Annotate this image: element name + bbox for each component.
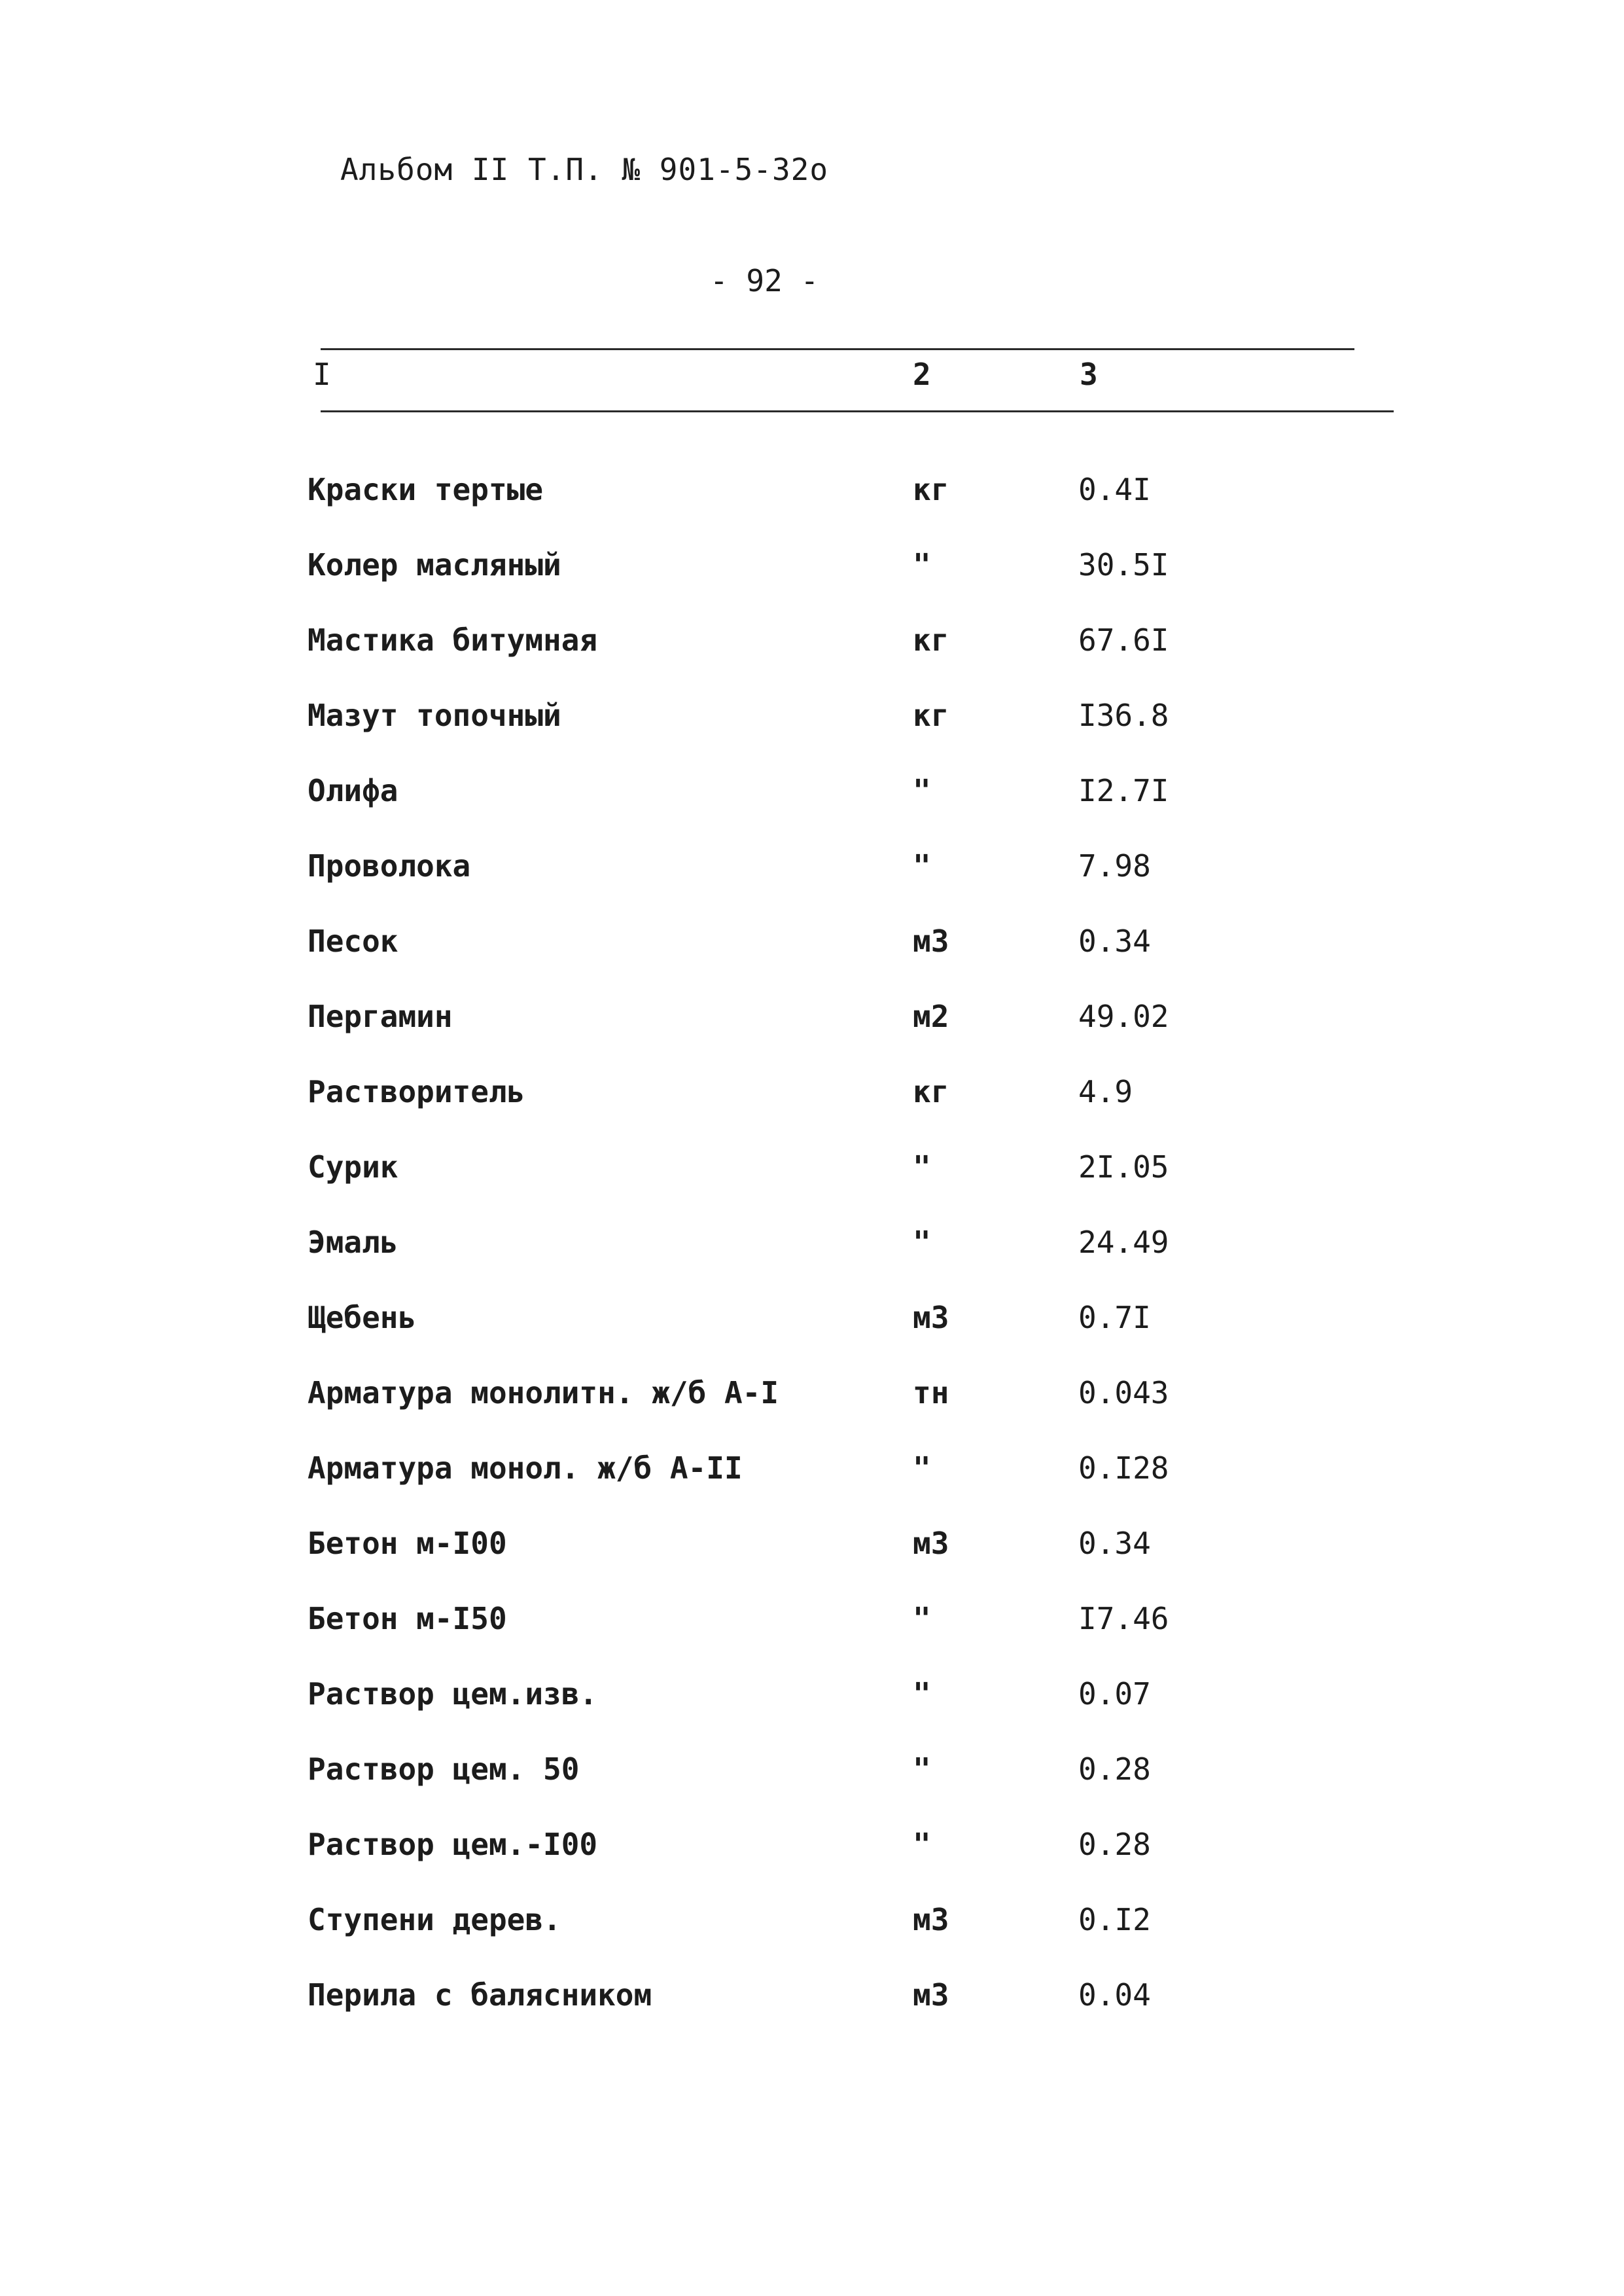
material-name: Раствор цем.-I00 xyxy=(308,1827,598,1862)
material-name: Колер масляный xyxy=(308,547,561,583)
table-row xyxy=(0,923,1624,995)
material-unit: " xyxy=(913,1601,931,1636)
table-row xyxy=(0,1149,1624,1221)
material-name: Эмаль xyxy=(308,1225,398,1260)
material-quantity: I36.8 xyxy=(1078,698,1169,733)
material-quantity: 0.28 xyxy=(1078,1751,1151,1787)
material-unit: м3 xyxy=(913,1902,949,1937)
material-quantity: 0.043 xyxy=(1078,1375,1169,1410)
table-row xyxy=(0,1224,1624,1296)
material-unit: кг xyxy=(913,698,949,733)
table-row xyxy=(0,471,1624,543)
page-number: - 92 - xyxy=(710,263,819,298)
material-unit: м3 xyxy=(913,1300,949,1335)
material-unit: " xyxy=(913,773,931,808)
material-quantity: 4.9 xyxy=(1078,1074,1133,1109)
table-row xyxy=(0,1525,1624,1597)
material-name: Проволока xyxy=(308,848,471,884)
material-quantity: 7.98 xyxy=(1078,848,1151,884)
material-quantity: 49.02 xyxy=(1078,999,1169,1034)
material-quantity: 67.6I xyxy=(1078,622,1169,658)
table-row xyxy=(0,1299,1624,1371)
material-name: Олифа xyxy=(308,773,398,808)
material-name: Растворитель xyxy=(308,1074,525,1109)
material-quantity: 0.07 xyxy=(1078,1676,1151,1712)
material-unit: м2 xyxy=(913,999,949,1034)
material-unit: " xyxy=(913,848,931,884)
material-name: Раствор цем. 50 xyxy=(308,1751,580,1787)
material-unit: " xyxy=(913,1149,931,1185)
album-header: Альбом II Т.П. № 901-5-32о xyxy=(340,152,829,187)
table-header-rule xyxy=(321,410,1394,412)
material-quantity: 0.I2 xyxy=(1078,1902,1151,1937)
table-row xyxy=(0,622,1624,694)
material-unit: кг xyxy=(913,1074,949,1109)
table-row xyxy=(0,998,1624,1070)
table-row xyxy=(0,1073,1624,1145)
table-row xyxy=(0,1826,1624,1898)
material-name: Щебень xyxy=(308,1300,417,1335)
material-name: Сурик xyxy=(308,1149,398,1185)
material-quantity: 2I.05 xyxy=(1078,1149,1169,1185)
material-unit: м3 xyxy=(913,924,949,959)
material-quantity: 24.49 xyxy=(1078,1225,1169,1260)
material-quantity: 0.34 xyxy=(1078,924,1151,959)
table-row xyxy=(0,1751,1624,1823)
material-name: Ступени дерев. xyxy=(308,1902,561,1937)
material-unit: тн xyxy=(913,1375,949,1410)
material-unit: " xyxy=(913,1450,931,1486)
column-header-1: I xyxy=(313,357,331,392)
material-unit: м3 xyxy=(913,1526,949,1561)
material-quantity: 0.7I xyxy=(1078,1300,1151,1335)
material-quantity: 30.5I xyxy=(1078,547,1169,583)
material-quantity: I7.46 xyxy=(1078,1601,1169,1636)
table-row xyxy=(0,697,1624,769)
table-row xyxy=(0,1374,1624,1446)
material-name: Бетон м-I00 xyxy=(308,1526,507,1561)
column-header-2: 2 xyxy=(913,357,931,392)
material-name: Бетон м-I50 xyxy=(308,1601,507,1636)
material-quantity: 0.28 xyxy=(1078,1827,1151,1862)
material-unit: кг xyxy=(913,472,949,507)
material-quantity: I2.7I xyxy=(1078,773,1169,808)
column-header-3: 3 xyxy=(1080,357,1098,392)
material-name: Песок xyxy=(308,924,398,959)
table-row xyxy=(0,1901,1624,1973)
material-name: Мастика битумная xyxy=(308,622,598,658)
material-quantity: 0.34 xyxy=(1078,1526,1151,1561)
table-row xyxy=(0,772,1624,844)
table-row xyxy=(0,1676,1624,1748)
table-row xyxy=(0,547,1624,619)
material-quantity: 0.I28 xyxy=(1078,1450,1169,1486)
material-unit: " xyxy=(913,1676,931,1712)
material-name: Арматура монолитн. ж/б А-I xyxy=(308,1375,779,1410)
material-unit: кг xyxy=(913,622,949,658)
table-row xyxy=(0,1977,1624,2049)
material-unit: м3 xyxy=(913,1977,949,2013)
table-row xyxy=(0,1450,1624,1522)
table-row xyxy=(0,1600,1624,1672)
material-quantity: 0.4I xyxy=(1078,472,1151,507)
table-row xyxy=(0,848,1624,920)
material-unit: " xyxy=(913,1225,931,1260)
table-top-rule xyxy=(321,348,1354,350)
material-unit: " xyxy=(913,1827,931,1862)
material-name: Краски тертые xyxy=(308,472,544,507)
material-name: Пергамин xyxy=(308,999,453,1034)
material-name: Перила с балясником xyxy=(308,1977,652,2013)
material-quantity: 0.04 xyxy=(1078,1977,1151,2013)
material-name: Арматура монол. ж/б А-II xyxy=(308,1450,743,1486)
material-name: Раствор цем.изв. xyxy=(308,1676,598,1712)
material-name: Мазут топочный xyxy=(308,698,561,733)
material-unit: " xyxy=(913,1751,931,1787)
material-unit: " xyxy=(913,547,931,583)
